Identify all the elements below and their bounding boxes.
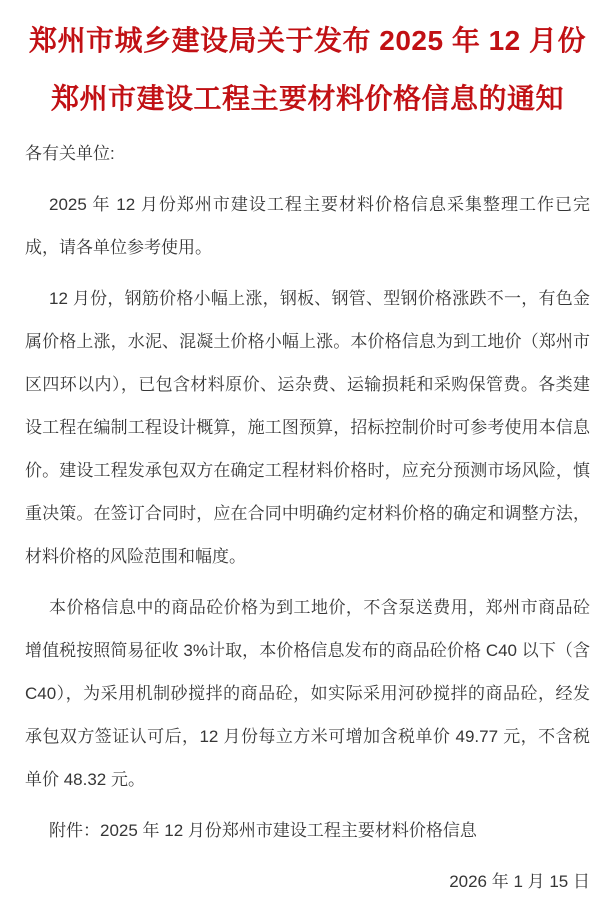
notice-title [25,12,590,128]
salutation: 各有关单位: [25,144,115,163]
attachment-reference: 附件：2025 年 12 月份郑州市建设工程主要材料价格信息 [49,821,477,840]
notice-title-line-2: 郑州市建设工程主要材料价格信息的通知 [50,83,564,114]
paragraph-price-trend-analysis: 12 月份，钢筋价格小幅上涨，钢板、钢管、型钢价格涨跌不一，有色金属价格上涨，水泥、混凝土价格小幅上涨。本价格信息为到工地价（郑州市区四环以内），已包含材料原价、运杂费、运输损耗和采购保管费。各类建设工程在编制工程设计概算，施工图预算，招标控制价时可参考使用本信息价。建设工程发承包双方在确定工程材料价格时，应充分预测市场风险，慎重决策。在签订合同时，应在合同中明确约定材料价格的确定和调整方法，材料价格的风险范围和幅度。 [25,289,590,566]
paragraph-completion-statement: 2025 年 12 月份郑州市建设工程主要材料价格信息采集整理工作已完成，请各单位参考使用。 [25,195,590,257]
notice-body [25,132,590,903]
issue-date: 2026 年 1 月 15 日 [449,872,590,891]
paragraph-concrete-price-notes: 本价格信息中的商品砼价格为到工地价，不含泵送费用，郑州市商品砼增值税按照简易征收 3%计取，本价格信息发布的商品砼价格 C40 以下（含 C40），为采用机制砂搅拌的商品砼，如实际采用河砂搅拌的商品砼，经发承包双方签证认可后，12 月份每立方米可增加含税单价 49.77 元，不含税单价 48.32 元。 [25,598,590,789]
notice-title-line-1: 郑州市城乡建设局关于发布 2025 年 12 月份 [28,25,587,56]
